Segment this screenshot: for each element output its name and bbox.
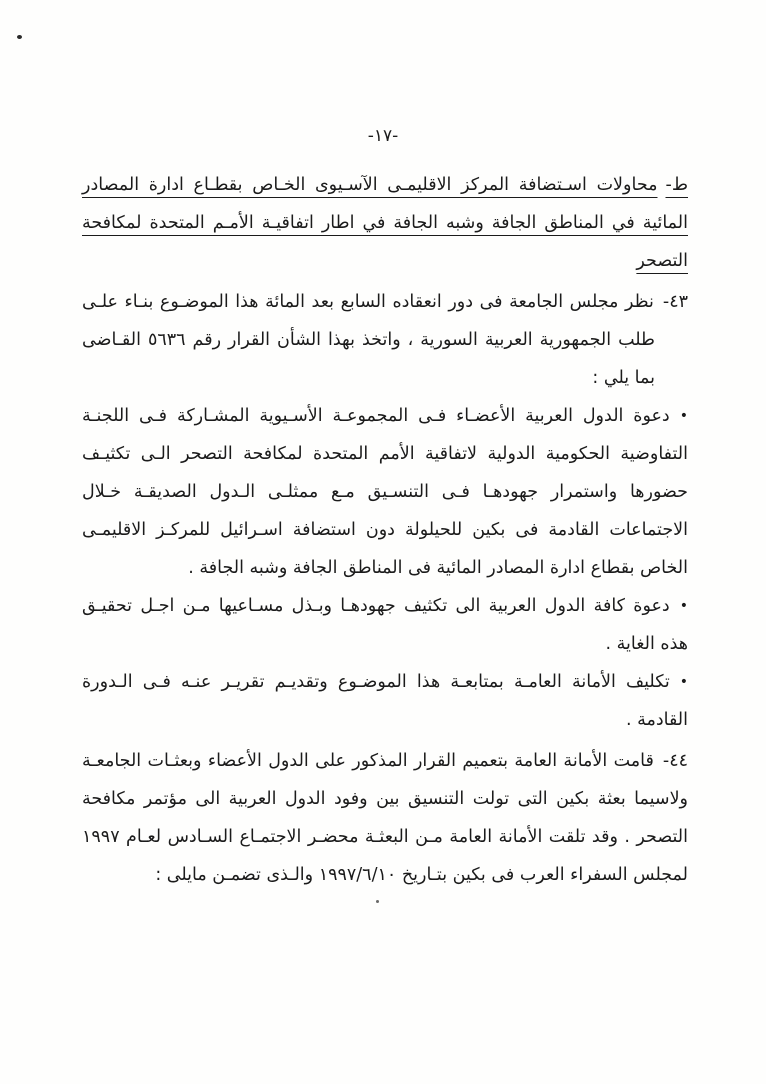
- bullet-item-2: [82, 587, 688, 663]
- scan-artifact: [17, 35, 22, 39]
- paragraph-44: [82, 742, 688, 894]
- bullet-item-1: [82, 397, 688, 587]
- section-heading: [82, 166, 688, 280]
- paragraph-44-text: قامت الأمانة العامة بتعميم القرار المذكور على الدول الأعضاء وبعثـات الجامعـة ولاسيما بعثة بكين التى تولت التنسيق بين وفود الدول العربية الى مؤتمر مكافحة التصحر . وقد تلقت الأمانة العامة مـن البعثـة محضـر الاجتمـاع السـادس لعـام ١٩٩٧ لمجلس السفراء العرب فى بكين بتـاريخ ١٩٩٧/٦/١٠ والـذى تضمـن مايلى :: [82, 751, 688, 885]
- bullet-icon: •: [679, 408, 688, 424]
- paragraph-43-text: نظر مجلس الجامعة فى دور انعقاده السابع بعد المائة هذا الموضـوع بنـاء علـى طلب الجمهورية العربية السورية ، واتخذ بهذا الشأن القرار رقم ٥٦٣٦ القـاضى بما يلي :: [82, 292, 655, 388]
- bullet-item-2-text: دعوة كافة الدول العربية الى تكثيف جهودهـا وبـذل مسـاعيها مـن اجـل تحقيـق هذه الغاية .: [82, 596, 688, 654]
- paragraph-43-number: ٤٣-: [662, 292, 688, 312]
- heading-marker: ط-: [665, 175, 688, 195]
- heading-text: محاولات اسـتضافة المركز الاقليمـى الآسـيوى الخـاص بقطـاع ادارة المصادر المائية في المناطق الجافة وشبه الجافة في اطار اتفاقيـة الأمـم المتحدة لمكافحة التصحر: [82, 175, 688, 271]
- bullet-item-3-text: تكليف الأمانة العامـة بمتابعـة هذا الموضـوع وتقديـم تقريـر عنـه فـى الـدورة القادمة .: [82, 672, 688, 730]
- page-number: -١٧-: [367, 126, 399, 146]
- bullet-icon: •: [679, 598, 688, 614]
- document-content: [82, 166, 688, 894]
- scan-artifact: [376, 900, 379, 903]
- bullet-icon: •: [679, 674, 688, 690]
- bullet-item-1-text: دعوة الدول العربية الأعضـاء فـى المجموعـة الأسـيوية المشـاركة فـى اللجنـة التفاوضية الحكومية الدولية لاتفاقية الأمم المتحدة لمكافحة التصحر الـى تكثيـف حضورها واستمرار جهودهـا فـى التنسـيق مـع ممثلـى الـدول الصديقـة خـلال الاجتماعات القادمة فى بكين للحيلولة دون استضافة اسـرائيل للمركـز الاقليمـى الخاص بقطاع ادارة المصادر المائية فى المناطق الجافة وشبه الجافة .: [82, 406, 688, 578]
- bullet-item-3: [82, 663, 688, 739]
- paragraph-44-number: ٤٤-: [662, 751, 688, 771]
- paragraph-43: [82, 283, 688, 397]
